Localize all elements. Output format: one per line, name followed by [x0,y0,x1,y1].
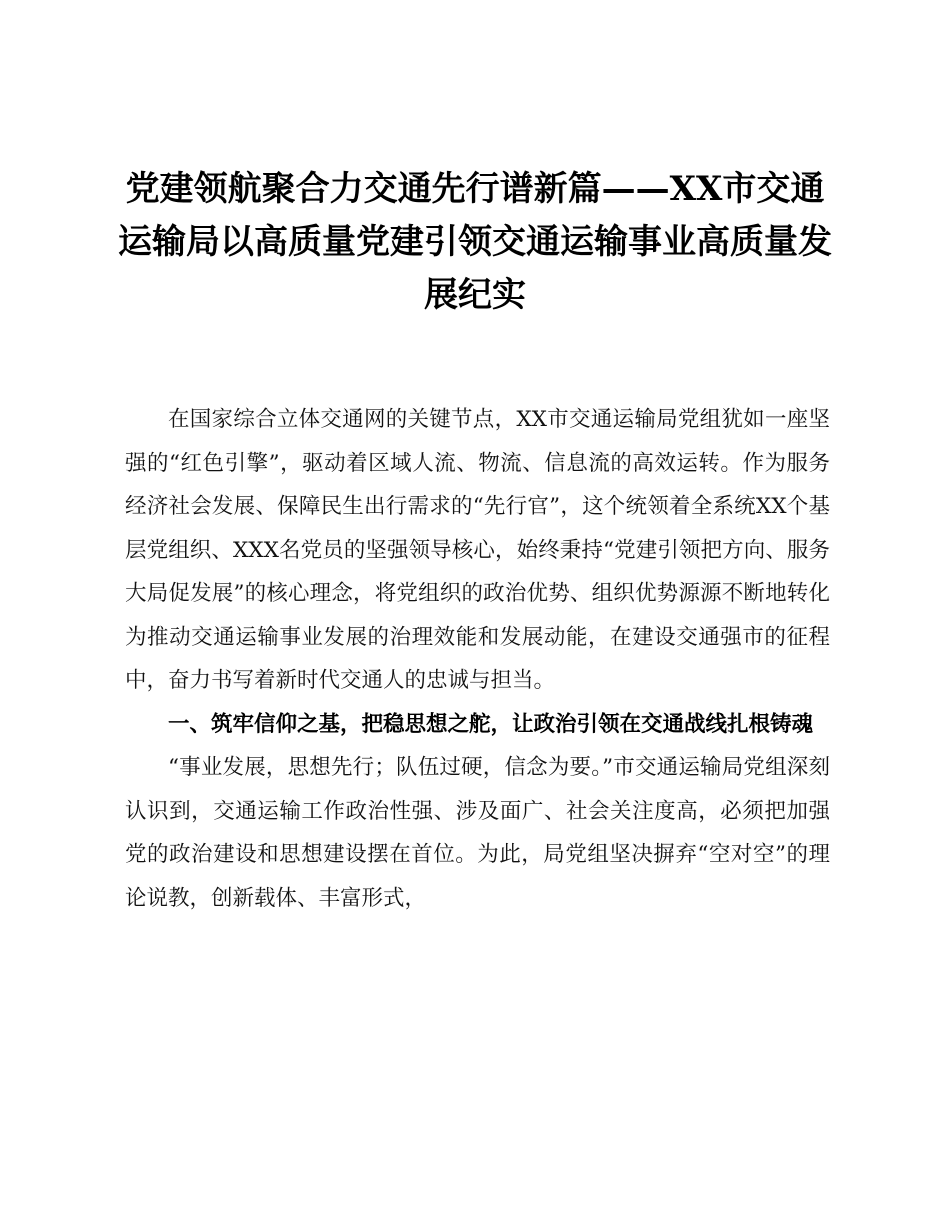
intro-paragraph: 在国家综合立体交通网的关键节点，XX市交通运输局党组犹如一座坚强的“红色引擎”，驱动着区域人流、物流、信息流的高效运转。作为服务经济社会发展、保障民生出行需求的“先行官”，这个统领着全系统XX个基层党组织、XXX名党员的坚强领导核心，始终秉持“党建引领把方向、服务大局促发展”的核心理念，将党组织的政治优势、组织优势源源不断地转化为推动交通运输事业发展的治理效能和发展动能，在建设交通强市的征程中，奋力书写着新时代交通人的忠诚与担当。 [125,407,830,693]
document-title: 党建领航聚合力交通先行谱新篇——XX市交通运输局以高质量党建引领交通运输事业高质量发展纪实 [118,169,832,315]
section-heading: 一、筑牢信仰之基，把稳思想之舵，让政治引领在交通战线扎根铸魂 [168,711,814,737]
document-body [125,398,830,920]
section-paragraph: “事业发展，思想先行；队伍过硬，信念为要。”市交通运输局党组深刻认识到，交通运输工作政治性强、涉及面广、社会关注度高，必须把加强党的政治建设和思想建设摆在首位。为此，局党组坚决摒弃“空对空”的理论说教，创新载体、丰富形式， [125,755,830,911]
